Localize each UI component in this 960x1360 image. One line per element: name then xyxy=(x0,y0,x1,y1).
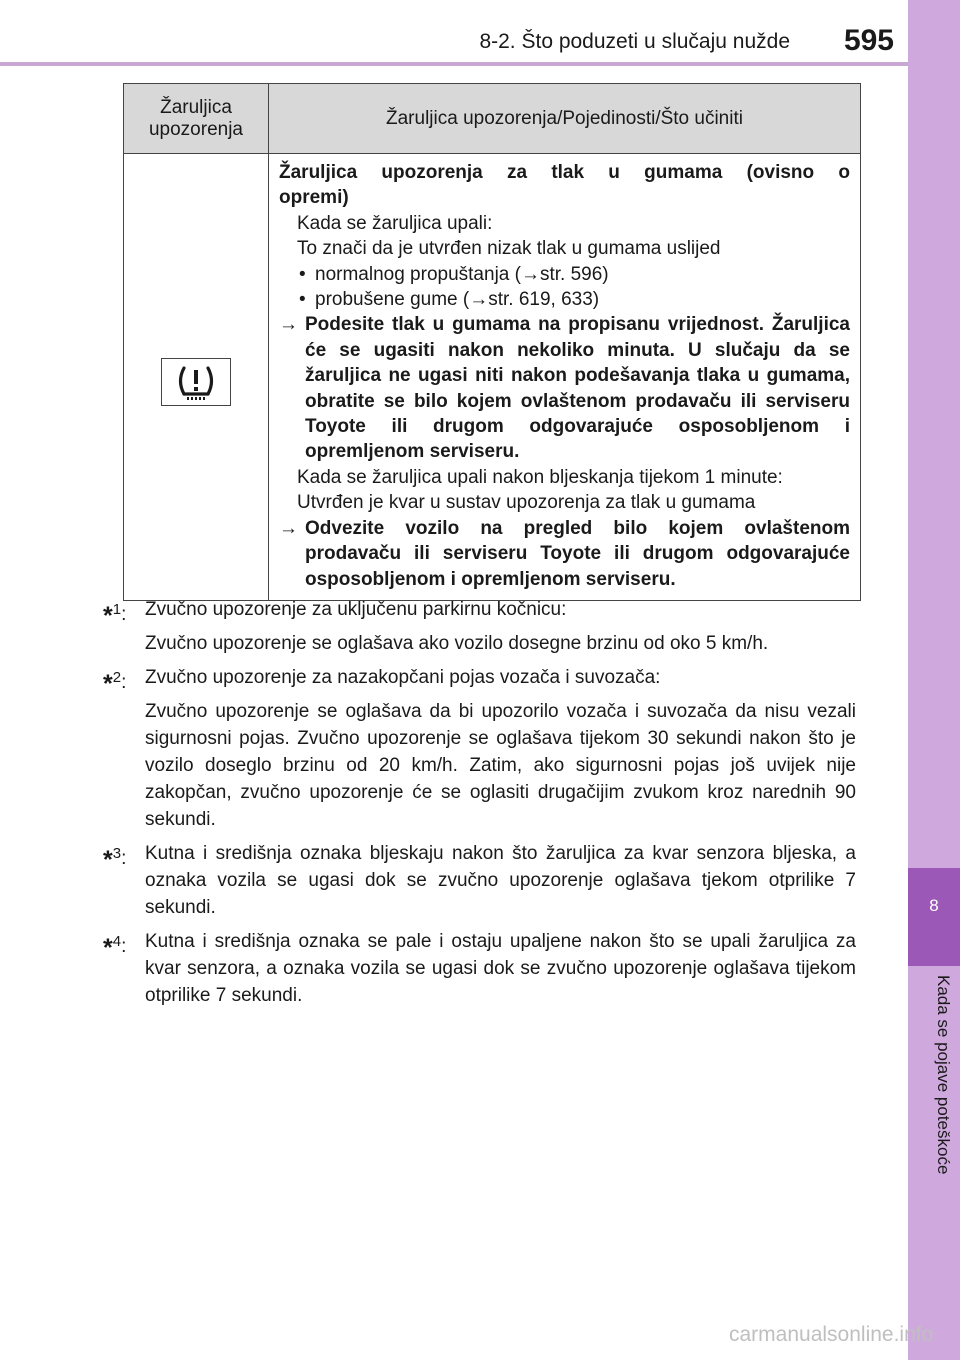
warning-title-line-1: Žaruljica upozorenja za tlak u gumama (ovisno o xyxy=(279,162,850,183)
bullet-dot: • xyxy=(299,289,306,311)
footnote xyxy=(103,664,856,833)
section-title: 8-2. Što poduzeti u slučaju nužde xyxy=(479,30,790,53)
watermark: carmanualsonline.info xyxy=(729,1323,934,1346)
tire-pressure-warning-icon xyxy=(161,358,231,406)
chapter-number: 8 xyxy=(908,868,960,966)
case2-when: Kada se žaruljica upali nakon bljeskanja tijekom 1 minute: xyxy=(297,466,783,488)
action-instruction xyxy=(279,516,850,592)
action-instruction xyxy=(279,312,850,464)
table-row xyxy=(124,154,861,601)
arrow-icon: → xyxy=(279,517,298,539)
footnote-title: Kutna i središnja oznaka se pale i ostaju upaljene nakon što se upali žaruljica za kvar senzora, a oznaka vozila se ugasi dok se zvučno upozorenje oglašava tijekom otprilike 7 sekundi. xyxy=(145,931,856,1006)
chapter-side-tab xyxy=(908,0,960,1360)
footnote-marker: *$^1$: xyxy=(103,601,127,630)
icon-cell xyxy=(124,154,269,601)
column-header-warning-light: Žaruljica upozorenja xyxy=(124,84,269,154)
footnotes xyxy=(103,596,856,1016)
bullet-text: normalnog propuštanja (→str. 596) xyxy=(315,263,609,285)
page-header xyxy=(0,0,908,62)
warning-light-table xyxy=(123,83,861,601)
list-item xyxy=(279,287,850,312)
footnote-title: Kutna i središnja oznaka bljeskaju nakon što žaruljica za kvar senzora bljeska, a oznaka vozila se ugasi dok se zvučno upozorenje oglašava tjekom otprilike 7 sekundi. xyxy=(145,843,856,918)
footnote-title: Zvučno upozorenje za nazakopčani pojas vozača i suvozača: xyxy=(145,667,661,688)
list-item xyxy=(279,262,850,287)
case1-when: Kada se žaruljica upali: xyxy=(297,212,493,234)
page-number: 595 xyxy=(843,24,894,57)
column-header-details: Žaruljica upozorenja/Pojedinosti/Što učiniti xyxy=(269,84,861,154)
warning-title xyxy=(279,160,850,211)
footnote-marker: *$^4$: xyxy=(103,933,127,962)
footnote-text: Zvučno upozorenje se oglašava da bi upozorilo vozača i suvozača da nisu vezali sigurnosni pojas. Zvučno upozorenje se oglašava tijekom 30 sekundi nakon što je vozilo doseglo brzinu od 20 km/h. Zatim, ako sigurnosni pojas još uvijek nije zakopčan, zvučno upozorenje će se oglasiti drugačijim zvukom kroz narednih 90 sekundi. xyxy=(145,701,856,830)
footnote-marker: *$^2$: xyxy=(103,669,127,698)
chapter-title: Kada se pojave poteškoće xyxy=(934,975,953,1175)
action-text: Odvezite vozilo na pregled bilo kojem ovlaštenom prodavaču ili serviseru Toyote ili drugom odgovarajuće osposobljenom i opremljenom serviseru. xyxy=(305,517,850,590)
footnote xyxy=(103,596,856,657)
arrow-icon: → xyxy=(279,314,298,336)
table-header-row xyxy=(124,84,861,154)
case1-meaning: To znači da je utvrđen nizak tlak u gumama uslijed xyxy=(297,238,721,260)
bullet-text: probušene gume (→str. 619, 633) xyxy=(315,289,600,311)
bullet-dot: • xyxy=(299,263,306,285)
action-text: Podesite tlak u gumama na propisanu vrijednost. Žaruljica će se ugasiti nakon nekoliko minuta. U slučaju da se žaruljica ne ugasi niti nakon podešavanja tlaka u gumama, obratite se bilo kojem ovlaštenom prodavaču ili serviseru Toyote ili drugom odgovarajuće osposobljenom i opremljenom serviseru. xyxy=(305,314,850,463)
footnote-text: Zvučno upozorenje se oglašava ako vozilo dosegne brzinu od oko 5 km/h. xyxy=(145,633,769,654)
footnote-marker: *$^3$: xyxy=(103,845,127,874)
footnote xyxy=(103,928,856,1009)
case2-meaning: Utvrđen je kvar u sustav upozorenja za tlak u gumama xyxy=(297,492,756,514)
footnote xyxy=(103,840,856,921)
warning-title-line-2: opremi) xyxy=(279,187,349,209)
header-rule xyxy=(0,62,908,66)
footnote-title: Zvučno upozorenje za uključenu parkirnu kočnicu: xyxy=(145,599,567,620)
details-cell xyxy=(269,154,861,601)
